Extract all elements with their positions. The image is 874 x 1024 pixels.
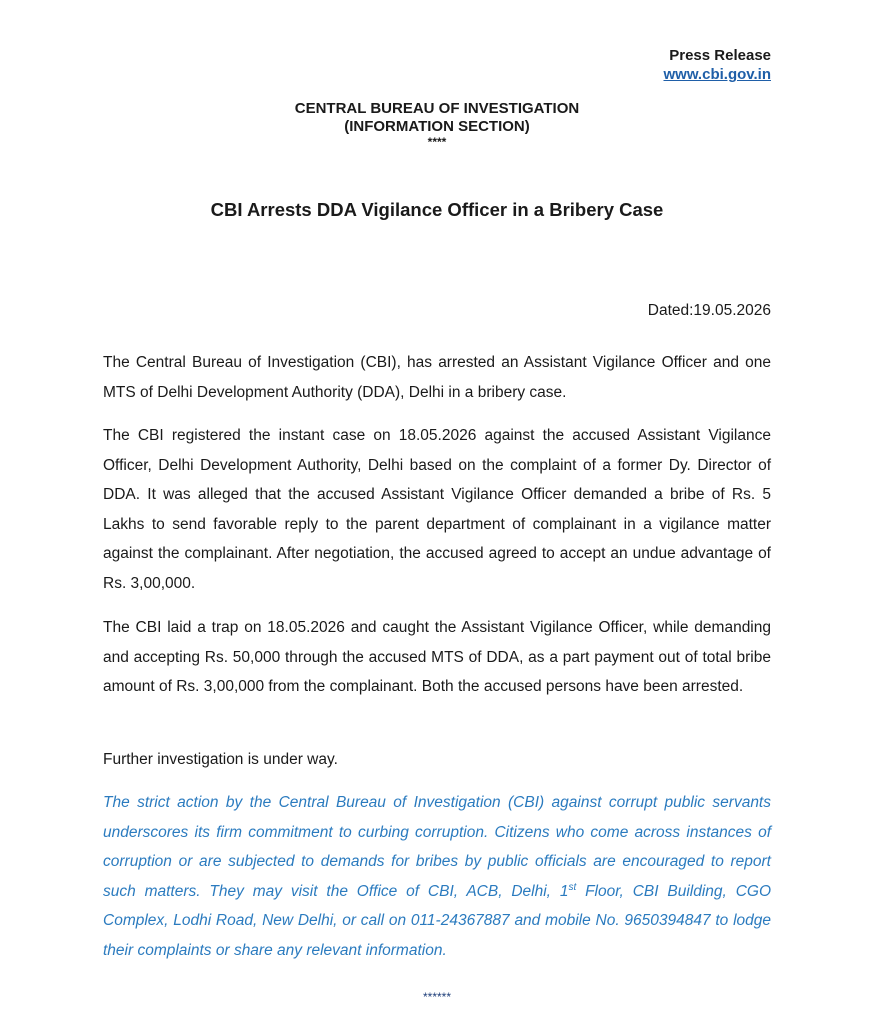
appeal-text-part-2: Floor, CBI Building, CGO Complex, Lodhi Road, New Delhi, or call on 011-24367887 and mobile No. 9650394847 to lodge their complaints or share any relevant information. xyxy=(103,882,771,959)
organization-name: CENTRAL BUREAU OF INVESTIGATION xyxy=(294,100,580,117)
release-date: Dated:19.05.2026 xyxy=(647,302,771,319)
organization-block xyxy=(0,100,874,148)
organization-section: (INFORMATION SECTION) xyxy=(344,118,530,135)
paragraph-arrest-summary: The Central Bureau of Investigation (CBI), has arrested an Assistant Vigilance Officer and one MTS of Delhi Development Authority (DDA), Delhi in a bribery case. xyxy=(103,354,771,401)
paragraph-case-details: The CBI registered the instant case on 18.05.2026 against the accused Assistant Vigilance Officer, Delhi Development Authority, Delhi based on the complaint of a former Dy. Director of DDA. It was alleged that the accused Assistant Vigilance Officer demanded a bribe of Rs. 5 Lakhs to send favorable reply to the parent department of complainant in a vigilance matter against the complainant. After negotiation, the accused agreed to accept an undue advantage of Rs. 3,00,000. xyxy=(103,427,771,592)
press-release-label: Press Release xyxy=(669,47,771,64)
press-release-title: CBI Arrests DDA Vigilance Officer in a Bribery Case xyxy=(210,199,664,220)
appeal-text-part-1: The strict action by the Central Bureau of Investigation (CBI) against corrupt public servants underscores its firm commitment to curbing corruption. Citizens who come across instances of corruption or are subjected to demands for bribes by public officials are encouraged to report such matters. They may visit the Office of CBI, ACB, Delhi, 1 xyxy=(103,794,771,900)
appeal-superscript: st xyxy=(568,881,577,893)
header-block xyxy=(663,46,771,84)
organization-separator: **** xyxy=(427,135,447,149)
paragraph-public-appeal xyxy=(103,788,771,965)
footer-separator: ****** xyxy=(422,990,452,1004)
paragraph-trap-details: The CBI laid a trap on 18.05.2026 and caught the Assistant Vigilance Officer, while demanding and accepting Rs. 50,000 through the accused MTS of DDA, as a part payment out of total bribe amount of Rs. 3,00,000 from the complainant. Both the accused persons have been arrested. xyxy=(103,619,771,695)
website-link[interactable]: www.cbi.gov.in xyxy=(663,66,771,83)
paragraph-investigation-status: Further investigation is under way. xyxy=(103,751,338,768)
